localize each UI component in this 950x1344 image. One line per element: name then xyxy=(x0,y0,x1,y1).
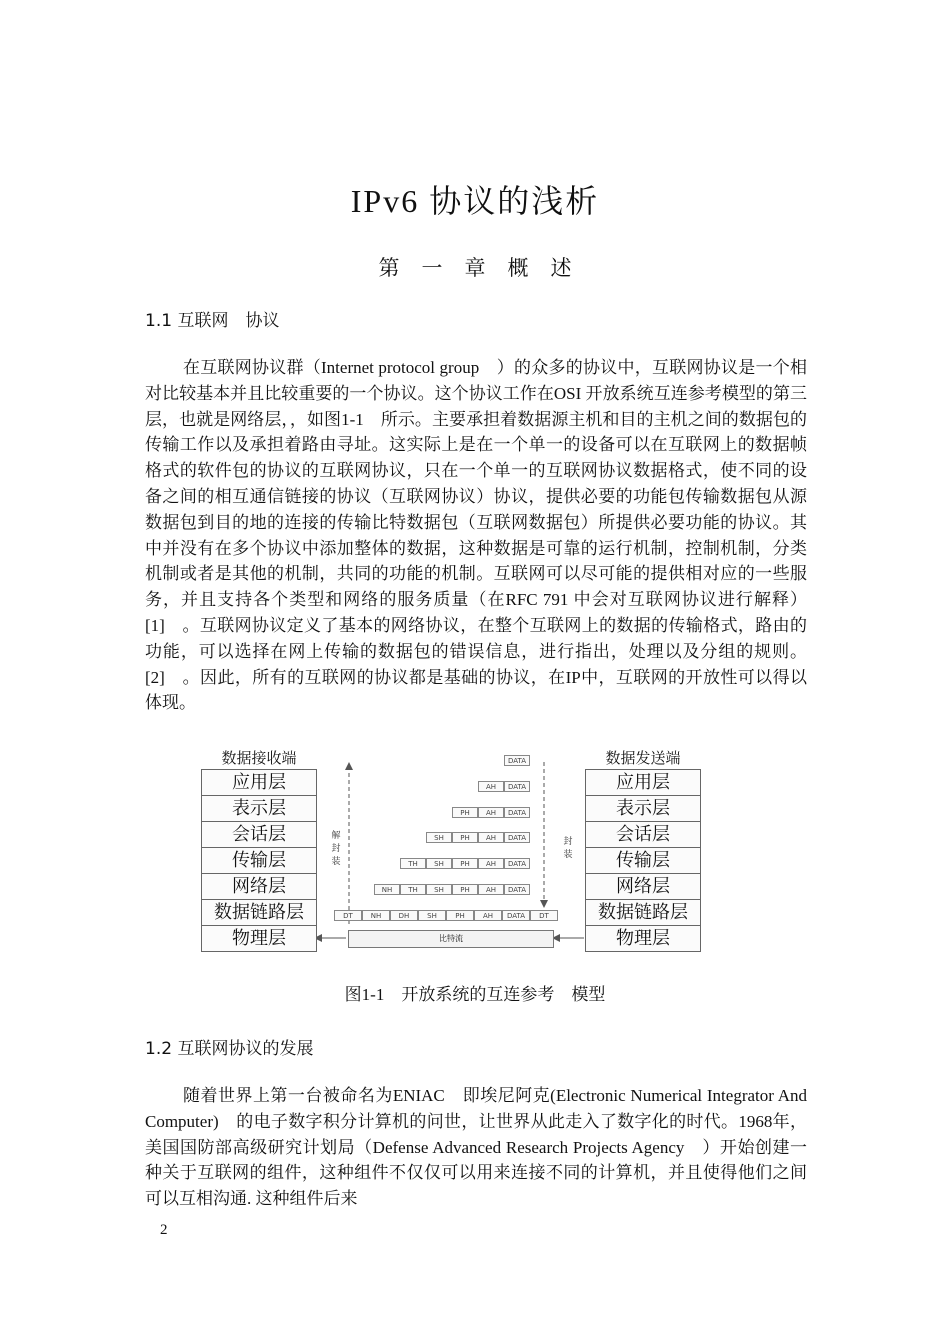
sender-layer-datalink: 数据链路层 xyxy=(585,899,701,926)
receiver-layer-application: 应用层 xyxy=(201,769,317,796)
sender-layer-physical: 物理层 xyxy=(585,925,701,952)
sender-title: 数据发送端 xyxy=(605,749,681,767)
pdu-cell-ah: AH xyxy=(478,807,504,818)
section-1-2-heading: 1.2 互联网协议的发展 xyxy=(145,1039,314,1059)
pdu-cell-th: TH xyxy=(400,858,426,869)
pdu-cell-nh: NH xyxy=(374,884,400,895)
section-1-1-paragraph: 在互联网协议群（Internet protocol group ）的众多的协议中，互联网协议是一个相对比较基本并且比较重要的一个协议。这个协议工作在OSI 开放系统互连参考模型的第三层，也就是网络层，，如图1-1 所示。主要承担着数据源主机和目的主机之间的数据包的传输工作以及承担着路由寻址。这实际上是在一个单一的设备可以在互联网上的数据帧格式的软件包的协议的互联网协议，只在一个单一的互联网协议数据格式，使不同的设备之间的相互通信链接的协议（互联网协议）协议，提供必要的功能包传输数据包从源数据包到目的地的连接的传输比特数据包（互联网数据包）所提供必要功能的协议。其中并没有在多个协议中添加整体的数据，这种数据是可靠的运行机制，控制机制，分类机制或者是其他的机制，共同的功能的机制。互联网可以尽可能的提供相对应的一些服务，并且支持各个类型和网络的服务质量（在RFC 791 中会对互联网协议进行解释）[1] 。互联网协议定义了基本的网络协议，在整个互联网上的数据的传输格式，路由的功能，可以选择在网上传输的数据包的错误信息，进行指出，处理以及分组的规则。[2] 。因此，所有的互联网的协议都是基础的协议，在IP中，互联网的开放性可以得以体现。 xyxy=(145,358,807,713)
pdu-cell-data: DATA xyxy=(504,781,530,792)
receiver-layer-network: 网络层 xyxy=(201,873,317,900)
sender-layer-transport: 传输层 xyxy=(585,847,701,874)
receiver-layer-session: 会话层 xyxy=(201,821,317,848)
pdu-cell-ph: PH xyxy=(452,858,478,869)
pdu-cell-dt: DT xyxy=(530,910,558,921)
pdu-cell-nh: NH xyxy=(362,910,390,921)
sender-layer-network: 网络层 xyxy=(585,873,701,900)
pdu-cell-ah: AH xyxy=(478,884,504,895)
pdu-cell-sh: SH xyxy=(426,858,452,869)
pdu-cell-sh: SH xyxy=(418,910,446,921)
pdu-cell-data: DATA xyxy=(504,884,530,895)
pdu-cell-data: DATA xyxy=(504,858,530,869)
pdu-cell-data: DATA xyxy=(502,910,530,921)
receiver-layer-transport: 传输层 xyxy=(201,847,317,874)
page-number: 2 xyxy=(160,1222,168,1238)
pdu-cell-sh: SH xyxy=(426,832,452,843)
bitstream-bar: 比特流 xyxy=(348,930,554,948)
pdu-cell-ph: PH xyxy=(446,910,474,921)
pdu-cell-ah: AH xyxy=(474,910,502,921)
pdu-cell-sh: SH xyxy=(426,884,452,895)
receiver-stack xyxy=(201,746,317,952)
sender-stack xyxy=(585,746,701,952)
document-title: IPv6 协议的浅析 xyxy=(350,183,600,219)
section-1-2-paragraph: 随着世界上第一台被命名为ENIAC 即埃尼阿克(Electronic Numerical Integrator And Computer) 的电子数字积分计算机的问世，让世界从此走入了数字化的时代。1968年，美国国防部高级研究计划局（Defense Advanced Research Projects Agency ）开始创建一种关于互联网的组件，这种组件不仅仅可以用来连接不同的计算机，并且使得他们之间可以互相沟通. 这种组件后来 xyxy=(145,1086,807,1209)
pdu-cell-data: DATA xyxy=(504,832,530,843)
pdu-cell-ph: PH xyxy=(452,884,478,895)
pdu-cell-ah: AH xyxy=(478,781,504,792)
figure-caption: 图1-1 开放系统的互连参考 模型 xyxy=(344,985,606,1004)
section-1-1-heading: 1.1 互联网 协议 xyxy=(145,311,280,331)
sender-layer-application: 应用层 xyxy=(585,769,701,796)
osi-model-figure xyxy=(196,744,706,954)
chapter-heading: 第一章概述 xyxy=(378,256,594,280)
receiver-layer-datalink: 数据链路层 xyxy=(201,899,317,926)
pdu-cell-th: TH xyxy=(400,884,426,895)
decap-label: 解封装 xyxy=(331,831,341,867)
pdu-cell-data: DATA xyxy=(504,807,530,818)
receiver-layer-physical: 物理层 xyxy=(201,925,317,952)
encap-label: 封装 xyxy=(563,837,573,860)
pdu-cell-ph: PH xyxy=(452,807,478,818)
pdu-cell-dt: DT xyxy=(334,910,362,921)
receiver-title: 数据接收端 xyxy=(221,749,297,767)
pdu-cell-data: DATA xyxy=(504,755,530,766)
pdu-cell-dh: DH xyxy=(390,910,418,921)
pdu-cell-ph: PH xyxy=(452,832,478,843)
pdu-cell-ah: AH xyxy=(478,858,504,869)
pdu-cell-ah: AH xyxy=(478,832,504,843)
receiver-layer-presentation: 表示层 xyxy=(201,795,317,822)
sender-layer-session: 会话层 xyxy=(585,821,701,848)
sender-layer-presentation: 表示层 xyxy=(585,795,701,822)
